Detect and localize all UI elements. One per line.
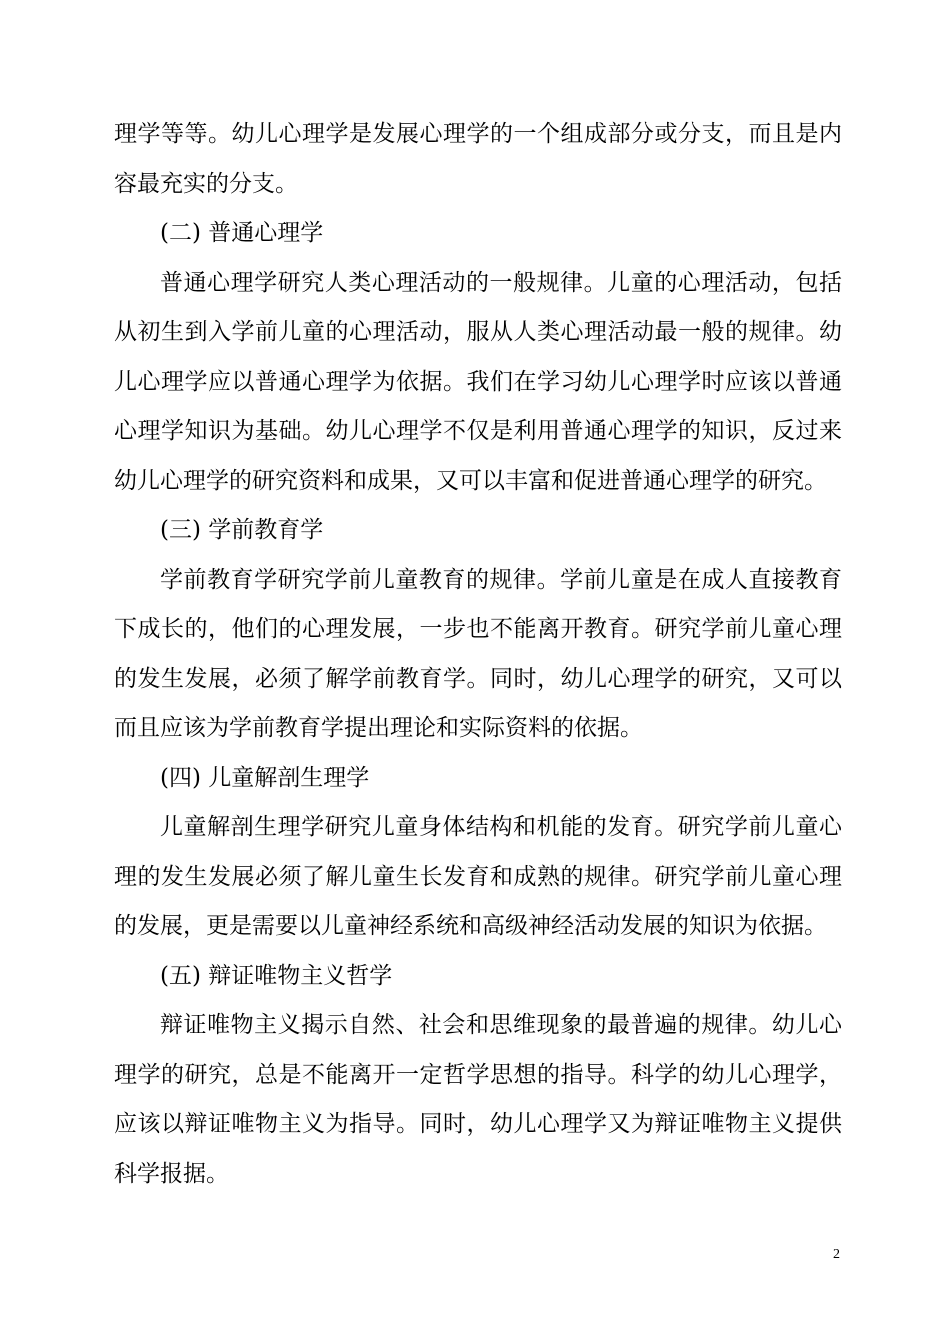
- paragraph-general-psychology: 普通心理学研究人类心理活动的一般规律。儿童的心理活动，包括从初生到入学前儿童的心理活动，服从人类心理活动最一般的规律。幼儿心理学应以普通心理学为依据。我们在学习幼儿心理学时应该以普通心理学知识为基础。幼儿心理学不仅是利用普通心理学的知识，反过来幼儿心理学的研究资料和成果，又可以丰富和促进普通心理学的研究。: [114, 269, 842, 494]
- paragraph-preschool-education: 学前教育学研究学前儿童教育的规律。学前儿童是在成人直接教育下成长的，他们的心理发展，一步也不能离开教育。研究学前儿童心理的发生发展，必须了解学前教育学。同时，幼儿心理学的研究，又可以而且应该为学前教育学提出理论和实际资料的依据。: [114, 566, 842, 741]
- section-heading-3: (三) 学前教育学: [160, 517, 324, 543]
- section-heading-5: (五) 辩证唯物主义哲学: [160, 962, 393, 989]
- paragraph-child-anatomy: 儿童解剖生理学研究儿童身体结构和机能的发育。研究学前儿童心理的发生发展必须了解儿童生长发育和成熟的规律。研究学前儿童心理的发展，更是需要以儿童神经系统和高级神经活动发展的知识为依据。: [114, 814, 842, 939]
- paragraph-dialectical-materialism: 辩证唯物主义揭示自然、社会和思维现象的最普遍的规律。幼儿心理学的研究，总是不能离开一定哲学思想的指导。科学的幼儿心理学，应该以辩证唯物主义为指导。同时，幼儿心理学又为辩证唯物主义提供科学报据。: [114, 1012, 842, 1187]
- document-body: [114, 110, 842, 1199]
- paragraph-continued: 理学等等。幼儿心理学是发展心理学的一个组成部分或分支，而且是内容最充实的分支。: [114, 121, 842, 197]
- section-heading-2: (二) 普通心理学: [160, 220, 324, 246]
- section-heading-4: (四) 儿童解剖生理学: [160, 764, 370, 791]
- page-number: 2: [833, 1247, 840, 1262]
